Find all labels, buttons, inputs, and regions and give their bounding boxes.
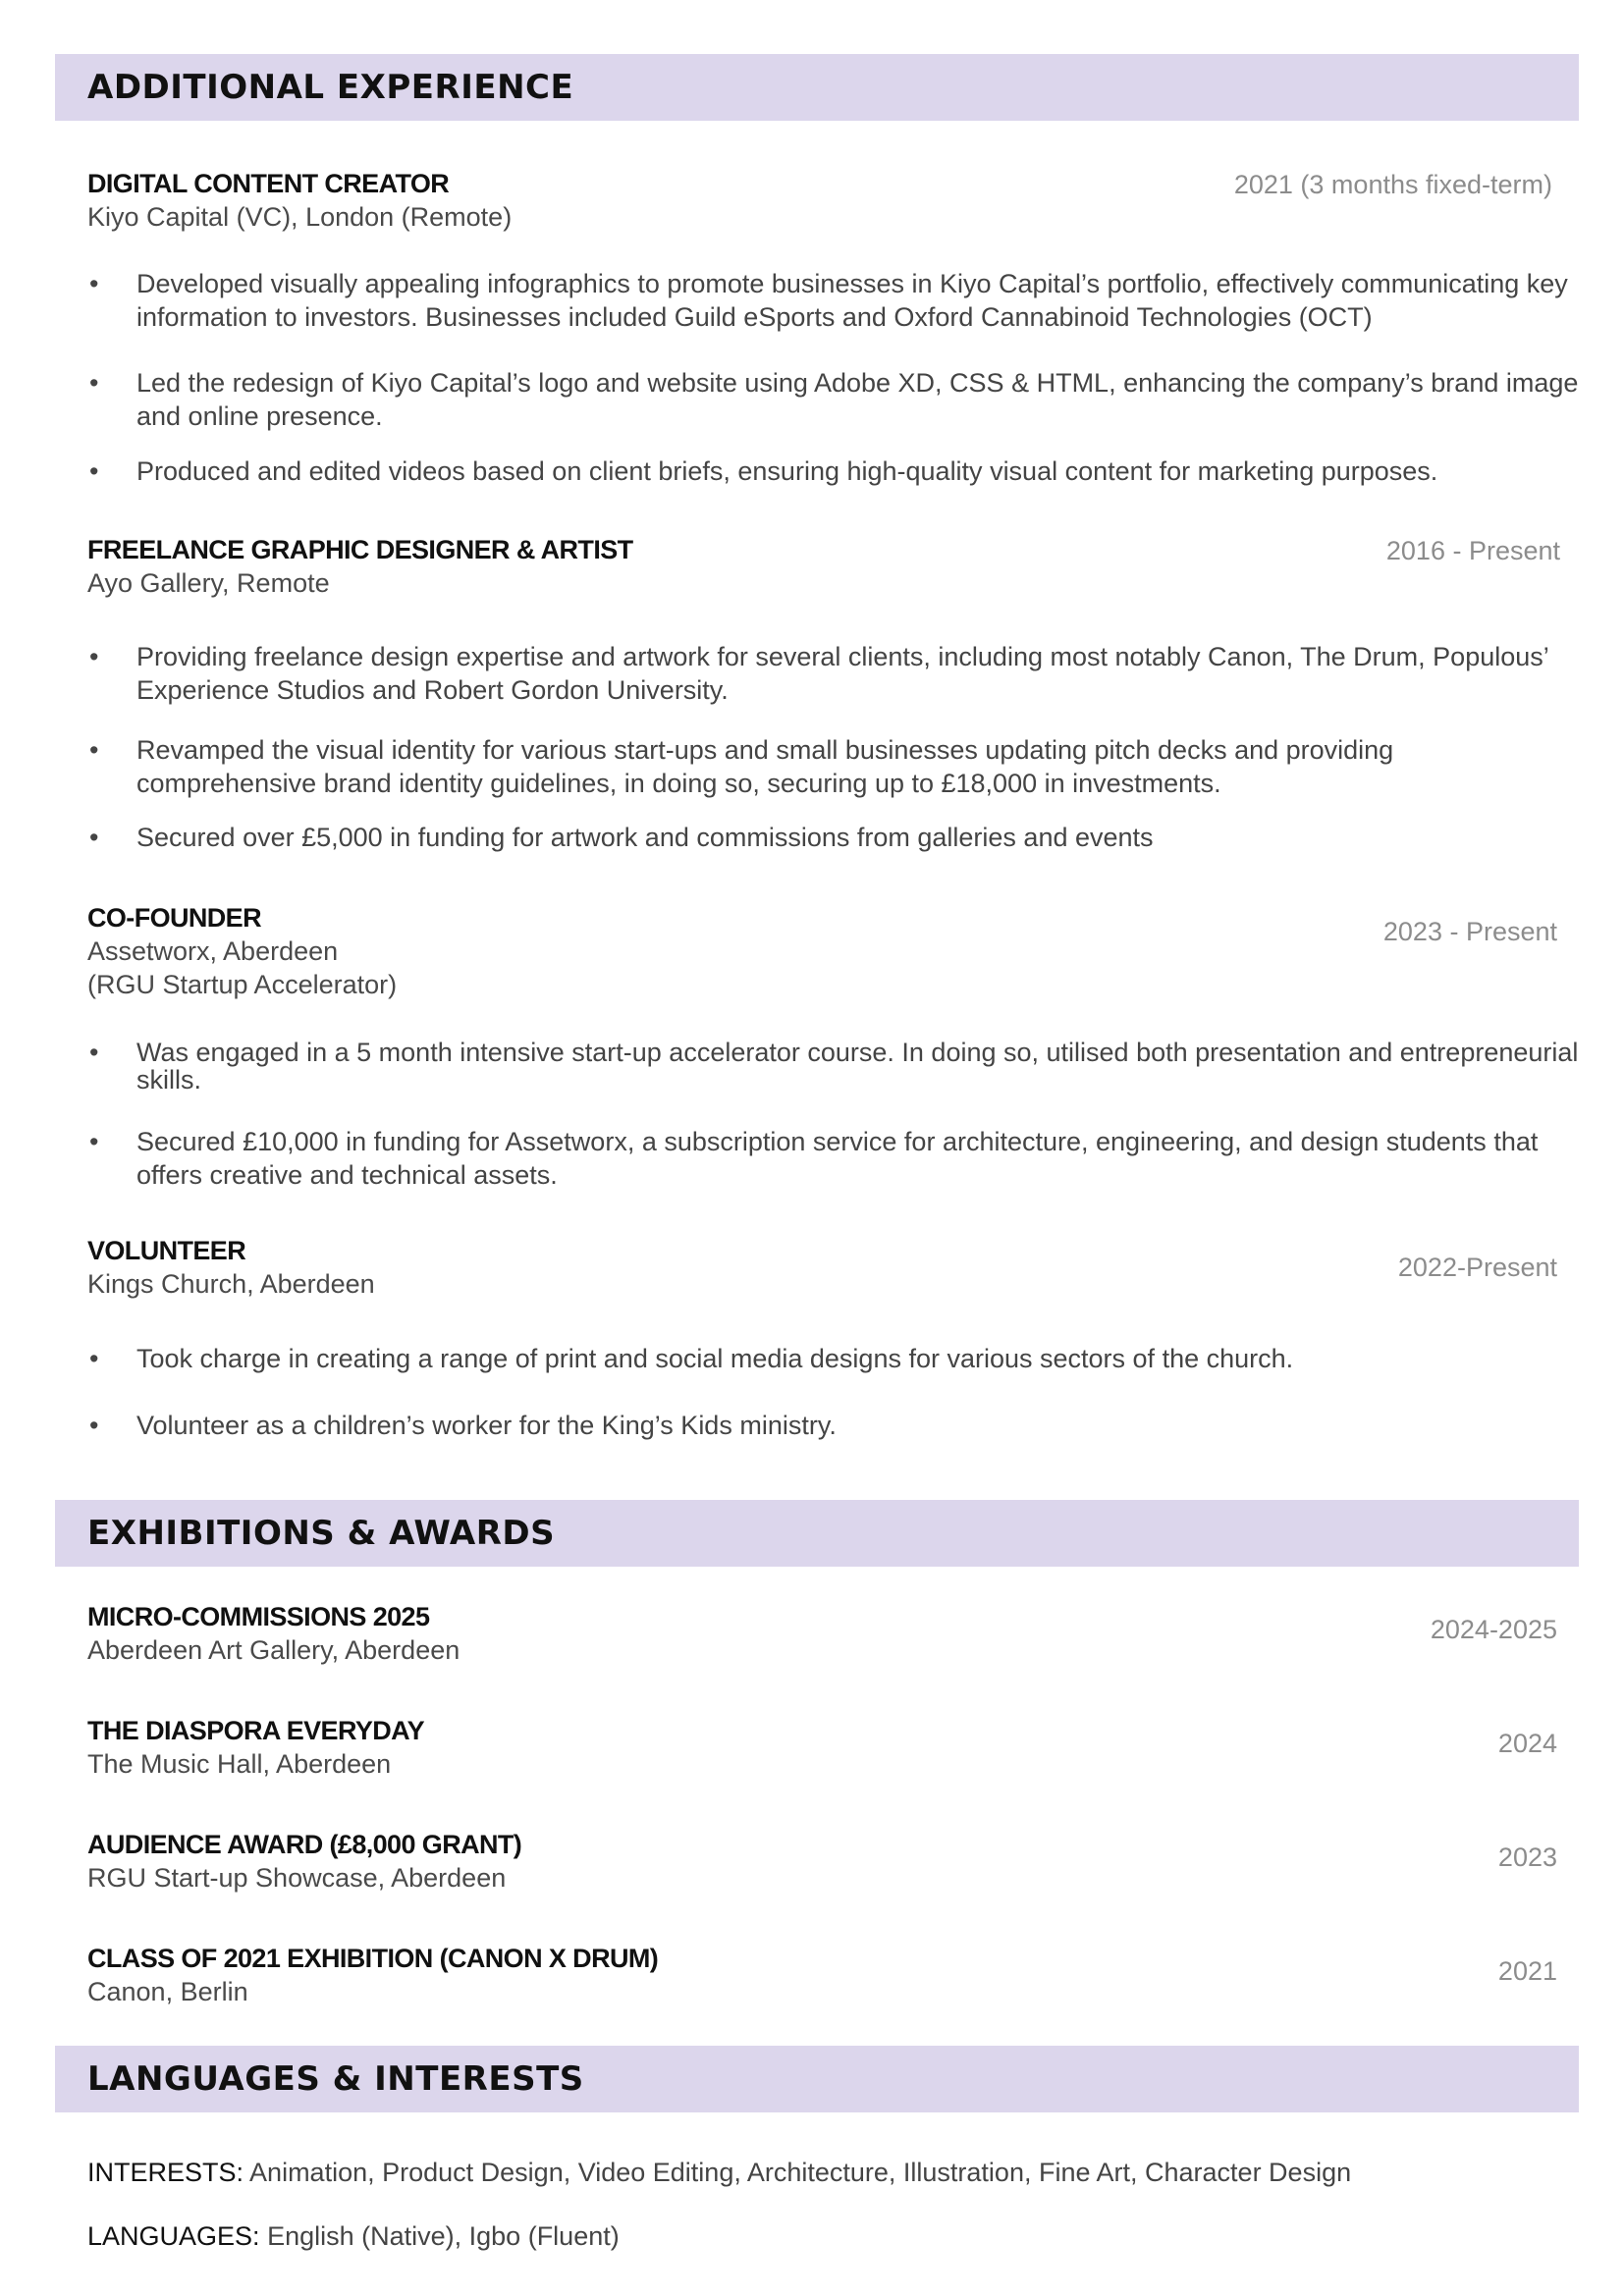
employer: Ayo Gallery, Remote <box>87 568 330 598</box>
experience-entry-volunteer <box>87 1234 1557 1301</box>
bullet-icon: • <box>89 368 99 398</box>
exhibition-date: 2023 <box>1497 1842 1557 1872</box>
exhibition-venue: RGU Start-up Showcase, Aberdeen <box>87 1863 507 1893</box>
interests-value: Animation, Product Design, Video Editing, Architecture, Illustration, Fine Art, Character Design <box>249 2158 1352 2187</box>
exhibition-entry <box>87 1600 1557 1667</box>
experience-entry-freelance-designer <box>87 533 1560 600</box>
exhibition-title: AUDIENCE AWARD (£8,000 GRANT) <box>87 1830 522 1859</box>
employer: Assetworx, Aberdeen <box>87 936 339 966</box>
list-item: • Revamped the visual identity for various start-ups and small businesses updating pitch decks and providing comprehensive brand identity guidelines, in doing so, securing up to £18,000 in investments. <box>89 735 1394 798</box>
bullet-icon: • <box>89 456 99 486</box>
bullet-icon: • <box>89 642 99 671</box>
date-range: 2021 (3 months fixed-term) <box>1233 170 1552 199</box>
section-title: EXHIBITIONS & AWARDS <box>87 1514 556 1553</box>
languages-value: English (Native), Igbo (Fluent) <box>267 2221 620 2251</box>
list-item: • Took charge in creating a range of print and social media designs for various sectors of the church. <box>89 1344 1294 1373</box>
list-item: • Developed visually appealing infographics to promote businesses in Kiyo Capital’s portfolio, effectively communicating key information to investors. Businesses included Guild eSports and Oxford Cannabinoid Technologies (OCT) <box>89 269 1568 332</box>
exhibition-title: MICRO-COMMISSIONS 2025 <box>87 1602 430 1631</box>
interests-label: INTERESTS: <box>87 2158 244 2187</box>
languages-label: LANGUAGES: <box>87 2221 260 2251</box>
job-title: FREELANCE GRAPHIC DESIGNER & ARTIST <box>87 535 633 564</box>
job-title: DIGITAL CONTENT CREATOR <box>87 169 450 198</box>
section-title: ADDITIONAL EXPERIENCE <box>87 68 574 107</box>
exhibition-date: 2024 <box>1497 1729 1557 1758</box>
list-item: • Led the redesign of Kiyo Capital’s logo and website using Adobe XD, CSS & HTML, enhancing the company’s brand image and online presence. <box>89 368 1579 431</box>
date-range: 2023 - Present <box>1382 917 1557 946</box>
list-item: • Was engaged in a 5 month intensive start-up accelerator course. In doing so, utilised both presentation and entrepreneurial skills. <box>89 1038 1579 1095</box>
exhibition-entry <box>87 1828 1557 1895</box>
job-title: CO-FOUNDER <box>87 903 261 933</box>
section-header-languages-interests <box>55 2046 1579 2112</box>
exhibition-date: 2024-2025 <box>1430 1615 1557 1644</box>
employer: Kiyo Capital (VC), London (Remote) <box>87 202 513 232</box>
exhibition-title: CLASS OF 2021 EXHIBITION (CANON X DRUM) <box>87 1944 659 1973</box>
exhibition-entry <box>87 1942 1557 2008</box>
experience-entry-digital-content-creator <box>87 167 1552 234</box>
languages-row <box>87 2219 620 2253</box>
employer: Kings Church, Aberdeen <box>87 1269 375 1299</box>
job-title: VOLUNTEER <box>87 1236 246 1265</box>
exhibition-venue: Canon, Berlin <box>87 1977 248 2006</box>
list-item: • Secured over £5,000 in funding for artwork and commissions from galleries and events <box>89 823 1154 852</box>
bullet-icon: • <box>89 1411 99 1440</box>
section-title: LANGUAGES & INTERESTS <box>87 2059 584 2099</box>
section-header-additional-experience <box>55 54 1579 121</box>
exhibition-date: 2021 <box>1497 1956 1557 1986</box>
bullet-icon: • <box>89 823 99 852</box>
bullet-icon: • <box>89 1038 99 1067</box>
employer-note: (RGU Startup Accelerator) <box>87 970 398 999</box>
list-item: • Volunteer as a children’s worker for the King’s Kids ministry. <box>89 1411 837 1440</box>
list-item: • Secured £10,000 in funding for Assetworx, a subscription service for architecture, engineering, and design students that offers creative and technical assets. <box>89 1127 1539 1190</box>
experience-entry-co-founder <box>87 901 1557 1001</box>
date-range: 2016 - Present <box>1385 536 1560 565</box>
section-header-exhibitions-awards <box>55 1500 1579 1567</box>
exhibition-entry <box>87 1714 1557 1781</box>
exhibition-title: THE DIASPORA EVERYDAY <box>87 1716 424 1745</box>
list-item: • Providing freelance design expertise and artwork for several clients, including most notably Canon, The Drum, Populous’ Experience Studios and Robert Gordon University. <box>89 642 1548 705</box>
exhibition-venue: Aberdeen Art Gallery, Aberdeen <box>87 1635 460 1665</box>
bullet-icon: • <box>89 269 99 298</box>
bullet-icon: • <box>89 1127 99 1156</box>
date-range: 2022-Present <box>1397 1253 1557 1282</box>
bullet-icon: • <box>89 735 99 765</box>
bullet-icon: • <box>89 1344 99 1373</box>
list-item: • Produced and edited videos based on client briefs, ensuring high-quality visual content for marketing purposes. <box>89 456 1438 486</box>
exhibition-venue: The Music Hall, Aberdeen <box>87 1749 392 1779</box>
interests-row <box>87 2156 1351 2189</box>
